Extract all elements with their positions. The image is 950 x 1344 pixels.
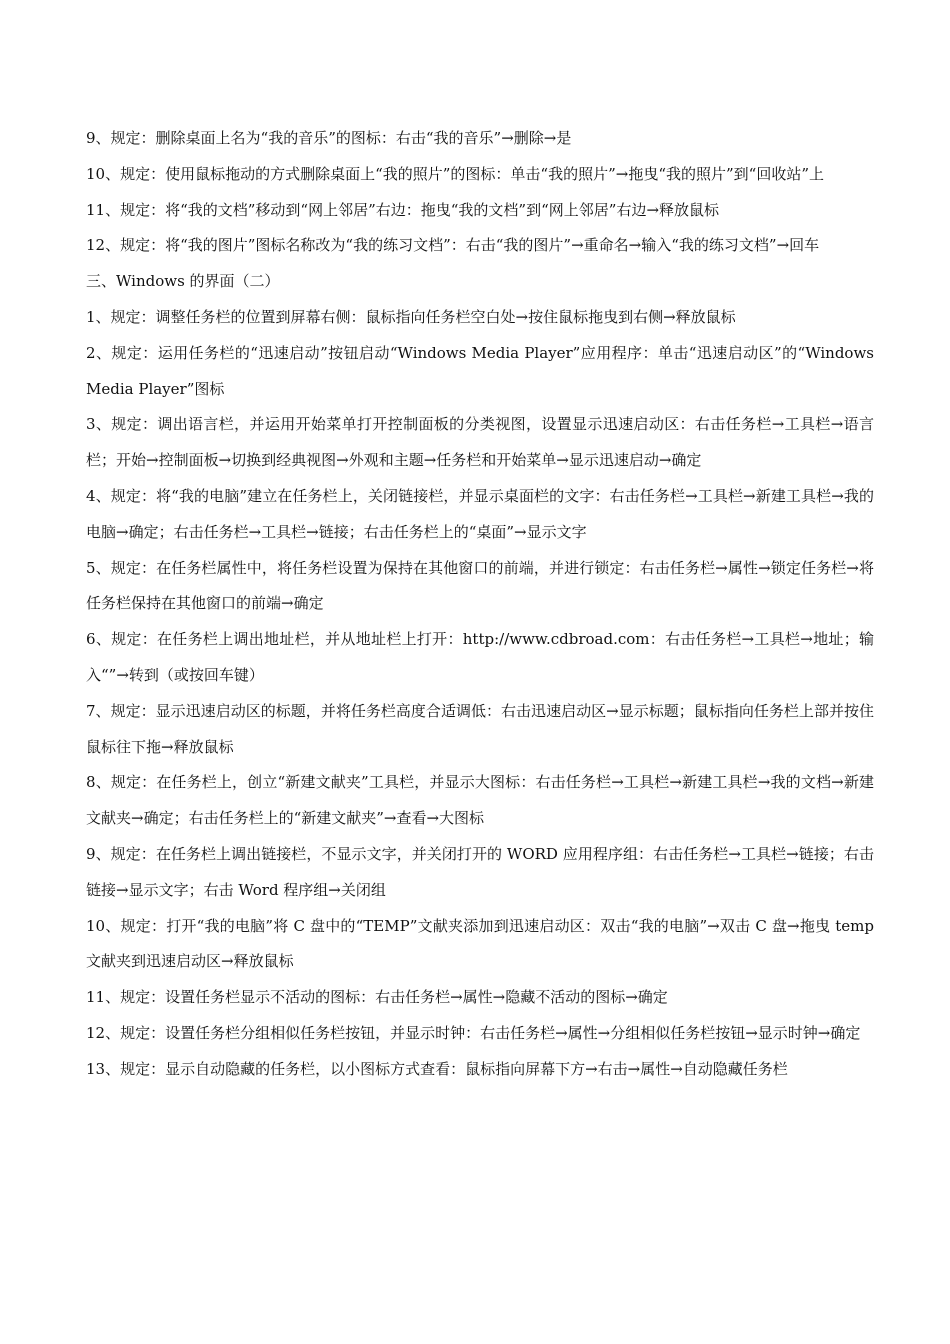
paragraph-item-1-taskbar-position: 1、规定：调整任务栏的位置到屏幕右侧：鼠标指向任务栏空白处→按住鼠标拖曳到右侧→释放鼠标 — [86, 307, 736, 326]
document-body — [86, 121, 874, 1088]
paragraph-item-10-temp-folder: 10、规定：打开“我的电脑”将 C 盘中的“TEMP”文献夹添加到迅速启动区：双击“我的电脑”→双击 C 盘→拖曳 temp 文献夹到迅速启动区→释放鼠标 — [86, 916, 874, 971]
paragraph-item-6-address-bar: 6、规定：在任务栏上调出地址栏，并从地址栏上打开：http://www.cdbroad.com：右击任务栏→工具栏→地址；输入“”→转到（或按回车键） — [86, 630, 874, 684]
paragraph-item-12-group-buttons-clock: 12、规定：设置任务栏分组相似任务栏按钮，并显示时钟：右击任务栏→属性→分组相似任务栏按钮→显示时钟→确定 — [86, 1023, 861, 1042]
paragraph-item-13-autohide-taskbar: 13、规定：显示自动隐藏的任务栏，以小图标方式查看：鼠标指向屏幕下方→右击→属性→自动隐藏任务栏 — [86, 1059, 788, 1078]
paragraph-item-12-rename-pictures: 12、规定：将“我的图片”图标名称改为“我的练习文档”：右击“我的图片”→重命名→输入“我的练习文档”→回车 — [86, 236, 820, 255]
paragraph-item-5-taskbar-lock: 5、规定：在任务栏属性中，将任务栏设置为保持在其他窗口的前端，并进行锁定：右击任务栏→属性→锁定任务栏→将任务栏保持在其他窗口的前端→确定 — [86, 558, 874, 613]
paragraph-item-4-my-computer-toolbar: 4、规定：将“我的电脑”建立在任务栏上，关闭链接栏，并显示桌面栏的文字：右击任务栏→工具栏→新建工具栏→我的电脑→确定；右击任务栏→工具栏→链接；右击任务栏上的“桌面”→显示文字 — [86, 486, 874, 541]
paragraph-item-11-move-documents: 11、规定：将“我的文档”移动到“网上邻居”右边：拖曳“我的文档”到“网上邻居”右边→释放鼠标 — [86, 200, 720, 219]
paragraph-item-9-links-bar: 9、规定：在任务栏上调出链接栏，不显示文字，并关闭打开的 WORD 应用程序组：右击任务栏→工具栏→链接；右击链接→显示文字；右击 Word 程序组→关闭组 — [86, 844, 874, 899]
paragraph-item-9-delete-music: 9、规定：删除桌面上名为“我的音乐”的图标：右击“我的音乐”→删除→是 — [86, 129, 572, 147]
paragraph-item-7-quick-launch-title: 7、规定：显示迅速启动区的标题，并将任务栏高度合适调低：右击迅速启动区→显示标题；鼠标指向任务栏上部并按住鼠标往下拖→释放鼠标 — [86, 701, 874, 756]
section-heading-windows-interface-2: 三、Windows 的界面（二） — [86, 272, 280, 291]
paragraph-item-3-language-bar: 3、规定：调出语言栏，并运用开始菜单打开控制面板的分类视图，设置显示迅速启动区：右击任务栏→工具栏→语言栏；开始→控制面板→切换到经典视图→外观和主题→任务栏和开始菜单→显示迅速启动→确定 — [86, 415, 874, 470]
paragraph-item-10-drag-delete-photos: 10、规定：使用鼠标拖动的方式删除桌面上“我的照片”的图标：单击“我的照片”→拖曳“我的照片”到“回收站”上 — [86, 164, 825, 183]
paragraph-item-2-quick-launch-media-player: 2、规定：运用任务栏的“迅速启动”按钮启动“Windows Media Player”应用程序：单击“迅速启动区”的“Windows Media Player”图标 — [86, 343, 874, 398]
paragraph-item-8-new-folder-toolbar: 8、规定：在任务栏上，创立“新建文献夹”工具栏，并显示大图标：右击任务栏→工具栏→新建工具栏→我的文档→新建文献夹→确定；右击任务栏上的“新建文献夹”→查看→大图标 — [86, 773, 874, 828]
paragraph-item-11-inactive-icons: 11、规定：设置任务栏显示不活动的图标：右击任务栏→属性→隐藏不活动的图标→确定 — [86, 988, 668, 1007]
